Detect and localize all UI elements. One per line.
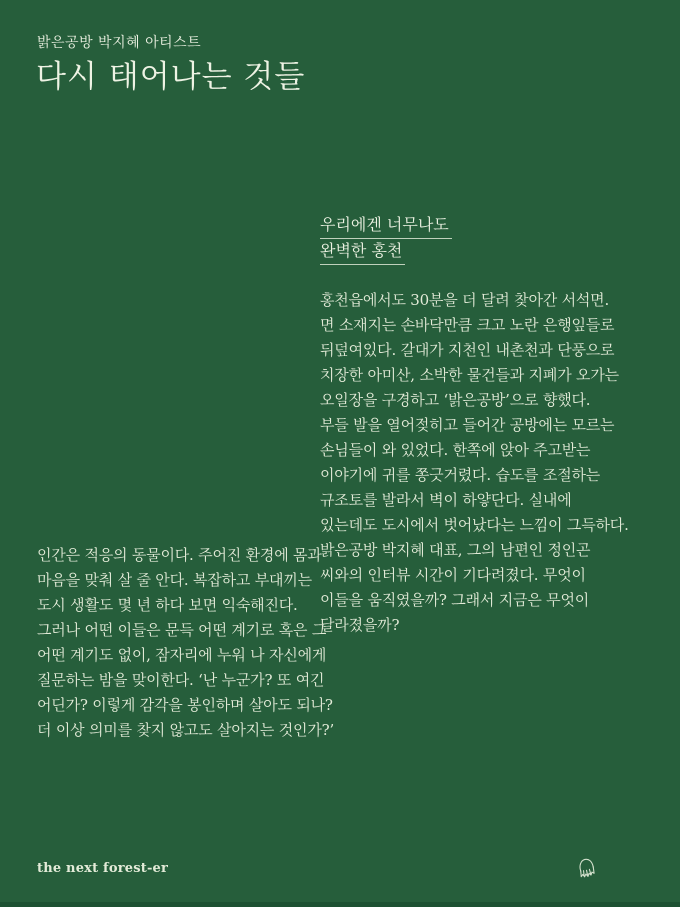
lead-paragraph (37, 543, 335, 743)
text-line: 오일장을 구경하고 ‘밝은공방’으로 향했다. (320, 391, 591, 409)
section-heading-text: 완벽한 홍천 (320, 241, 405, 265)
text-line: 이야기에 귀를 쫑긋거렸다. 습도를 조절하는 (320, 466, 601, 484)
text-line: 밝은공방 박지혜 대표, 그의 남편인 정인곤 (320, 541, 591, 559)
article-title: 다시 태어나는 것들 (36, 59, 306, 95)
section-heading (320, 212, 452, 264)
text-line: 뒤덮여있다. 갈대가 지천인 내촌천과 단풍으로 (320, 341, 615, 359)
brush-icon (574, 854, 600, 882)
article-kicker: 밝은공방 박지혜 아티스트 (37, 35, 202, 51)
page-bottom-edge (0, 902, 680, 907)
text-line: 질문하는 밤을 맞이한다. ‘난 누군가? 또 여긴 (37, 671, 325, 689)
text-line: 달라졌을까? (320, 616, 400, 634)
text-line: 면 소재지는 손바닥만큼 크고 노란 은행잎들로 (320, 316, 615, 334)
text-line: 어떤 계기도 없이, 잠자리에 누워 나 자신에게 (37, 646, 327, 664)
text-line: 손님들이 와 있었다. 한쪽에 앉아 주고받는 (320, 441, 591, 459)
text-line: 이들을 움직였을까? 그래서 지금은 무엇이 (320, 591, 590, 609)
text-line: 도시 생활도 몇 년 하다 보면 익숙해진다. (37, 596, 298, 614)
text-line: 치장한 아미산, 소박한 물건들과 지폐가 오가는 (320, 366, 619, 384)
text-line: 홍천읍에서도 30분을 더 달려 찾아간 서석면. (320, 291, 610, 309)
intro-paragraph (320, 288, 629, 638)
text-line: 더 이상 의미를 찾지 않고도 살아지는 것인가?’ (37, 721, 335, 739)
text-line: 인간은 적응의 동물이다. 주어진 환경에 몸과 (37, 546, 322, 564)
section-heading-line (320, 238, 452, 264)
text-line: 그러나 어떤 이들은 문득 어떤 계기로 혹은 그 (37, 621, 327, 639)
text-line: 규조토를 발라서 벽이 하얗단다. 실내에 (320, 491, 572, 509)
footer-brand: the next forest-er (37, 861, 169, 876)
section-heading-line (320, 212, 452, 238)
section-heading-text: 우리에겐 너무나도 (320, 215, 452, 239)
text-line: 어딘가? 이렇게 감각을 봉인하며 살아도 되나? (37, 696, 333, 714)
text-line: 씨와의 인터뷰 시간이 기다려졌다. 무엇이 (320, 566, 586, 584)
text-line: 부들 발을 열어젖히고 들어간 공방에는 모르는 (320, 416, 615, 434)
text-line: 마음을 맞춰 살 줄 안다. 복잡하고 부대끼는 (37, 571, 312, 589)
text-line: 있는데도 도시에서 벗어났다는 느낌이 그득하다. (320, 516, 629, 534)
